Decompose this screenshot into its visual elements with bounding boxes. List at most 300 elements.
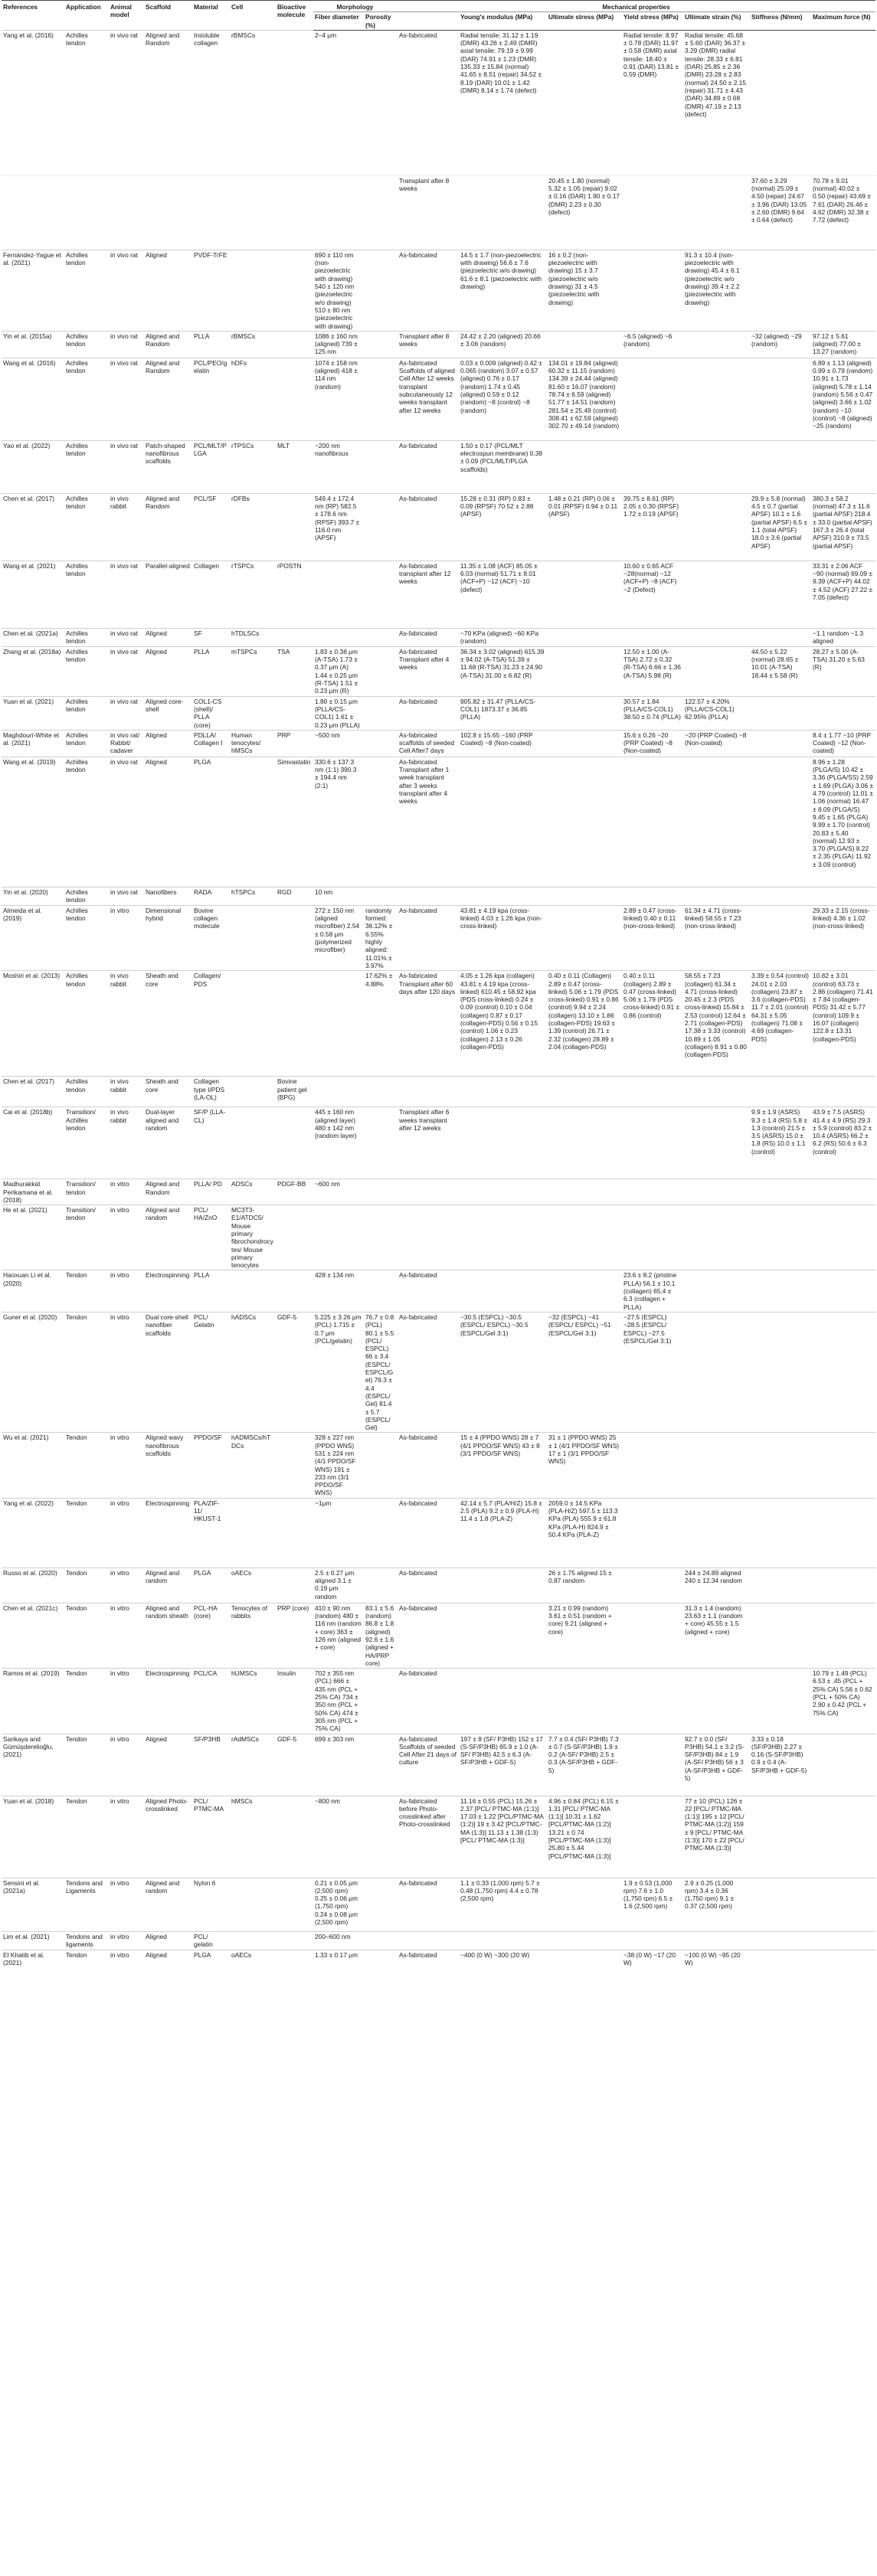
cell-yield-stress [622,1603,683,1668]
cell-stiffness [750,250,811,331]
cell-animal-model: in vitro [109,1205,144,1270]
cell-bioactive [276,331,313,358]
cell-stiffness [750,730,811,757]
cell-reference: Wang et al. (2021) [2,561,64,628]
cell-application: Transition/ tendon [64,1179,109,1205]
cell-reference: Russo et al. (2020) [2,1568,64,1603]
cell-ultimate-stress: ~32 (ESPCL) ~41 (ESPCL/ ESPCL) ~51 (ESPCL/Gel 3:1) [547,1312,622,1432]
cell-application: Achilles tendon [64,561,109,628]
cell-scaffold: Aligned and Random [144,30,192,175]
cell-animal-model: in vivo rat [109,757,144,887]
cell-maximum-force: 8.96 ± 1.28 (PLGA/S) 10.42 ± 3.36 (PLGA/SS) 2.59 ± 1.69 (PLGA) 3.06 ± 4.79 (control) 11.01 ± 1.06 (normal) 16.47 ± 8.09 (PLGA/S) 9.45 ± 1.65 (PLGA) 9.99 ± 1.70 (control) 20.83 ± 5.40 (normal) 12.93 ± 3.70 (PLGA/S) 8.22 ± 2.35 (PLGA) 11.92 ± 3.09 (control) [811,757,875,887]
cell-yield-stress: 39.75 ± 8.61 (RP) 2.05 ± 0.30 (RPSF) 1.72 ± 0.19 (APSF) [622,493,683,561]
cell-bioactive: RGD [276,887,313,905]
cell-cell-type: ADSCs [230,1179,276,1205]
cell-porosity [364,331,398,358]
header-ultimate-strain: Ultimate strain (%) [683,12,750,31]
cell-ultimate-strain: ~100 (0 W) ~95 (20 W) [683,1950,750,1970]
cell-ultimate-stress: 7.7 ± 0.4 (SF/ P3HB) 7.3 ± 0.7 (S-SF/P3HB) 1.9 ± 0.2 (A-SF/ P3HB) 2.5 ± 0.3 (A-SF/P3HB + GDF-5) [547,1734,622,1796]
cell-application: Achilles tendon [64,1077,109,1107]
header-maximum-force: Maximum force (N) [811,12,875,31]
cell-yield-stress [622,1796,683,1878]
table-row [2,730,875,757]
cell-stiffness [750,1433,811,1498]
cell-ultimate-stress: 31 ± 1 (PPDO WNS) 25 ± 1 (4/1 PPDO/SF WNS) 17 ± 1 (3/1 PPDO/SF WNS) [547,1433,622,1498]
cell-cell-type: rBMSCs [230,30,276,175]
table-row [2,1568,875,1603]
cell-fiber-diameter: 1.83 ± 0.38 μm (A-TSA) 1.73 ± 0.37 μm (A) 1.44 ± 0.25 μm (R-TSA) 1.51 ± 0.23 μm (R) [313,646,364,696]
cell-cell-type: hADSCs [230,1312,276,1432]
cell-reference: Guner et al. (2020) [2,1312,64,1432]
cell-fiber-diameter: 690 ± 110 nm (non-piezoelectric with drawing) 540 ± 120 nm (piezoelectric w/o drawing) 510 ± 80 nm (piezoelectric with drawing) [313,250,364,331]
cell-stiffness [750,1568,811,1603]
cell-animal-model: in vivo rat [109,331,144,358]
cell-animal-model: in vivo rat [109,646,144,696]
cell-maximum-force [811,1931,875,1950]
cell-youngs-modulus [459,1603,547,1668]
table-row [2,1312,875,1432]
cell-porosity [364,1107,398,1179]
cell-stiffness [750,1931,811,1950]
cell-stiffness: 44.50 ± 5.22 (normal) 28.65 ± 10.01 (A-TSA) 18.44 ± 5.58 (R) [750,646,811,696]
cell-fiber-diameter: 702 ± 355 nm (PCL) 666 ± 435 nm (PCL + 25% CA) 734 ± 350 nm (PCL + 50% CA) 474 ± 305 nm (PCL + 75% CA) [313,1669,364,1734]
cell-animal-model: in vitro [109,905,144,970]
cell-cell-type [230,971,276,1077]
cell-bioactive [276,1950,313,1970]
cell-animal-model: in vivo rabbit [109,971,144,1077]
cell-reference: Yao et al. (2022) [2,440,64,493]
cell-fiber-diameter: 1.80 ± 0.15 μm (PLLA/CS-COL1) 1.61 ± 0.23 μm (PLLA) [313,696,364,730]
cell-porosity [364,1878,398,1931]
cell-maximum-force [811,1077,875,1107]
cell-application: Achilles tendon [64,757,109,887]
cell-maximum-force: 380.3 ± 58.2 (normal) 47.3 ± 11.6 (partial APSF) 218.4 ± 33.0 (partial APSF) 167.3 ± 26.4 (total APSF) 310.9 ± 73.5 (partial APSF) [811,493,875,561]
cell-yield-stress [622,887,683,905]
cell-bioactive: GDF-5 [276,1734,313,1796]
cell-fiber-diameter: 5.225 ± 3.26 μm (PCL) 1.715 ± 0.7 μm (PCL/gelatin) [313,1312,364,1432]
cell-ultimate-stress: 4.96 ± 0.84 (PCL) 6.15 ± 1.31 [PCL/ PTMC-MA (1:1)] 10.31 ± 1.62 [PCL/PTMC-MA (1:2)] 13.21 ± 0.74 [PCL/PTMC-MA (1:3)] 25.80 ± 5.44 [PCL/PTMC-MA (1:3)] [547,1796,622,1878]
cell-ultimate-stress: 1.48 ± 0.21 (RP) 0.06 ± 0.01 (RPSF) 0.94 ± 0.11 (APSF) [547,493,622,561]
cell-youngs-modulus: 905.82 ± 31.47 (PLLA/CS-COL1) 1873.37 ± 36.85 (PLLA) [459,696,547,730]
cell-stiffness [750,1878,811,1931]
header-row-top [2,1,875,12]
cell-condition [398,1179,459,1205]
cell-condition: As-fabricated Scaffolds of seeded Cell After 21 days of culture [398,1734,459,1796]
cell-youngs-modulus [459,1669,547,1734]
cell-ultimate-strain [683,1669,750,1734]
cell-porosity [364,358,398,440]
cell-stiffness [750,757,811,887]
cell-application: Achilles tendon [64,30,109,175]
cell-bioactive [276,1568,313,1603]
cell-stiffness [750,1179,811,1205]
cell-ultimate-stress [547,1878,622,1931]
table-row [2,1796,875,1878]
cell-material: PCL/SF [192,493,230,561]
header-ultimate-stress: Ultimate stress (MPa) [547,12,622,31]
cell-scaffold: Aligned and Random [144,358,192,440]
cell-ultimate-strain [683,175,750,250]
cell-bioactive: MLT [276,440,313,493]
table-row [2,887,875,905]
cell-condition: As-fabricated transplant after 12 weeks [398,561,459,628]
cell-porosity [364,887,398,905]
cell-fiber-diameter [313,628,364,646]
cell-maximum-force: 70.78 ± 9.01 (normal) 40.02 ± 0.50 (repair) 43.69 ± 7.61 (DAR) 26.46 ± 4.62 (DMR) 32.38 ± 7.72 (defect) [811,175,875,250]
cell-reference: Yin et al. (2015a) [2,331,64,358]
header-references: References [2,1,64,31]
cell-material: COL1-CS (shell)/ PLLA (core) [192,696,230,730]
cell-ultimate-stress [547,1179,622,1205]
cell-maximum-force: 29.33 ± 2.15 (cross-linked) 4.36 ± 1.02 (non-cross-linked) [811,905,875,970]
cell-material: PLA/ZIF-11/ HKUST-1 [192,1498,230,1568]
cell-bioactive: Simvastatin [276,757,313,887]
cell-ultimate-stress [547,30,622,175]
table-row [2,493,875,561]
cell-cell-type [230,1878,276,1931]
cell-ultimate-strain [683,1270,750,1312]
cell-porosity [364,1077,398,1107]
cell-bioactive: GDF-5 [276,1312,313,1432]
cell-youngs-modulus [459,1931,547,1950]
cell-cell-type: rTPSCs [230,440,276,493]
cell-fiber-diameter [313,1205,364,1270]
cell-bioactive [276,1796,313,1878]
cell-ultimate-strain [683,1107,750,1179]
cell-yield-stress [622,1433,683,1498]
cell-porosity [364,1205,398,1270]
table-row [2,250,875,331]
cell-condition: As-fabricated Transplant after 60 days after 120 days [398,971,459,1077]
cell-porosity [364,1433,398,1498]
cell-bioactive: PRP [276,730,313,757]
cell-scaffold: Aligned [144,730,192,757]
table-row [2,971,875,1077]
cell-application: Achilles tendon [64,331,109,358]
cell-condition: As-fabricated [398,1603,459,1668]
cell-cell-type: oAECs [230,1568,276,1603]
header-fiber-diameter: Fiber diameter [313,12,364,31]
cell-stiffness [750,887,811,905]
cell-stiffness [750,1077,811,1107]
cell-stiffness [750,561,811,628]
cell-reference: Chen et al. (2017) [2,1077,64,1107]
table-row [2,696,875,730]
cell-maximum-force [811,1270,875,1312]
cell-material: PDLLA/ Collagen I [192,730,230,757]
cell-reference: Cai et al. (2018b) [2,1107,64,1179]
cell-porosity [364,1950,398,1970]
cell-material: PLLA/ PD [192,1179,230,1205]
cell-youngs-modulus: 1.1 ± 0.33 (1,000 rpm) 5.7 ± 0.48 (1,750 rpm) 4.4 ± 0.78 (2,500 rpm) [459,1878,547,1931]
cell-ultimate-strain: Radial tensile: 45.68 ± 5.60 (DAR) 36.37 ± 3.29 (DMR) radial tensile: 28.33 ± 6.81 (DAR) 25.85 ± 2.36 (DMR) 23.28 ± 2.83 (normal) 24.50 ± 2.15 (repair) 31.71 ± 4.43 (DAR) 34.89 ± 0.68 (DMR) 47.19 ± 2.13 (defect) [683,30,750,175]
cell-maximum-force [811,30,875,175]
cell-stiffness [750,628,811,646]
cell-ultimate-strain [683,628,750,646]
cell-ultimate-strain: 244 ± 24.89 aligned 240 ± 12.34 random [683,1568,750,1603]
cell-condition [398,1931,459,1950]
cell-condition: As-fabricated [398,1312,459,1432]
cell-reference: Chen et al. (2021a) [2,628,64,646]
cell-bioactive: rPOSTN [276,561,313,628]
cell-animal-model: in vitro [109,1433,144,1498]
header-youngs-modulus: Young's modulus (MPa) [459,12,547,31]
cell-application: Achilles tendon [64,971,109,1077]
cell-ultimate-strain [683,1931,750,1950]
cell-cell-type [230,1270,276,1312]
cell-condition: As-fabricated [398,628,459,646]
cell-scaffold: Parallel-aligned [144,561,192,628]
cell-youngs-modulus [459,757,547,887]
cell-animal-model: in vivo rat [109,250,144,331]
cell-material: PLLA [192,331,230,358]
table-row [2,561,875,628]
cell-ultimate-stress [547,440,622,493]
cell-bioactive [276,971,313,1077]
cell-yield-stress: ~27.5 (ESPCL) ~28.5 (ESPCL/ ESPCL) ~27.5 (ESPCL/Gel 3:1) [622,1312,683,1432]
cell-porosity: randomly formed: 36.12% ± 6.55% highly aligned: 11.01% ± 3.97% [364,905,398,970]
table-row [2,175,875,250]
cell-youngs-modulus: ~400 (0 W) ~300 (20 W) [459,1950,547,1970]
cell-ultimate-stress [547,561,622,628]
cell-stiffness [750,1669,811,1734]
cell-bioactive [276,905,313,970]
cell-reference: Chen et al. (2021c) [2,1603,64,1668]
cell-animal-model: in vivo rabbit [109,1107,144,1179]
cell-youngs-modulus: 1.50 ± 0.17 (PCL/MLT electrospun membrane) 0.38 ± 0.09 (PCL/MLT/PLGA scaffolds) [459,440,547,493]
cell-porosity [364,1498,398,1568]
cell-fiber-diameter: 1074 ± 158 nm (aligned) 418 ± 114 nm (random) [313,358,364,440]
cell-maximum-force: 8.4 ± 1.77 ~10 (PRP Coated) ~12 (Non-coated) [811,730,875,757]
cell-ultimate-stress [547,757,622,887]
cell-application: Achilles tendon [64,628,109,646]
cell-fiber-diameter: ~800 nm [313,1796,364,1878]
cell-ultimate-strain [683,493,750,561]
cell-ultimate-stress [547,696,622,730]
cell-cell-type: rTSPCs [230,561,276,628]
cell-application: Tendon [64,1498,109,1568]
cell-maximum-force [811,1568,875,1603]
cell-maximum-force [811,250,875,331]
table-row [2,628,875,646]
cell-ultimate-strain [683,1498,750,1568]
cell-ultimate-strain: 122.57 ± 4.20% (PLLA/CS-COL1) 62.95% (PLLA) [683,696,750,730]
cell-fiber-diameter: 1.33 ± 0.17 μm [313,1950,364,1970]
cell-animal-model: in vitro [109,1603,144,1668]
cell-fiber-diameter: 445 ± 160 nm (aligned layer) 480 ± 142 nm (random layer) [313,1107,364,1179]
cell-yield-stress [622,1669,683,1734]
cell-scaffold: Aligned wavy nanofibrous scaffolds [144,1433,192,1498]
cell-yield-stress [622,250,683,331]
cell-ultimate-strain [683,440,750,493]
cell-scaffold: Aligned core-shell [144,696,192,730]
cell-stiffness: ~32 (aligned) ~29 (random) [750,331,811,358]
cell-condition: As-fabricated [398,1878,459,1931]
cell-fiber-diameter [313,561,364,628]
cell-material: PLLA [192,646,230,696]
cell-condition: As-fabricated before Photo-crosslinked after Photo-crosslinked [398,1796,459,1878]
cell-material: PLGA [192,757,230,887]
table-row [2,1498,875,1568]
cell-condition: As-fabricated [398,1669,459,1734]
cell-condition: Transplant after 8 weeks [398,175,459,250]
cell-ultimate-strain [683,1433,750,1498]
cell-scaffold: Aligned [144,628,192,646]
cell-application: Achilles tendon [64,887,109,905]
cell-animal-model: in vivo rat [109,440,144,493]
cell-material: PCL-HA (core) [192,1603,230,1668]
cell-ultimate-stress: 2059.0 ± 14.5 KPa (PLA-H/Z) 597.5 ± 113.3 KPa (PLA) 555.9 ± 61.8 KPa (PLA-H) 824.9 ± 50.4 KPa (PLA-Z) [547,1498,622,1568]
cell-animal-model: in vivo rat [109,30,144,175]
cell-ultimate-stress [547,905,622,970]
cell-ultimate-stress [547,887,622,905]
cell-maximum-force: 10.82 ± 3.01 (control) 63.73 ± 2.86 (collagen) 71.41 ± 7.84 (collagen-PDS) 31.42 ± 5.77 (control) 109.9 ± 16.07 (collagen) 122.8 ± 13.31 (collagen-PDS) [811,971,875,1077]
cell-cell-type [230,757,276,887]
cell-yield-stress [622,1205,683,1270]
cell-bioactive [276,1270,313,1312]
cell-bioactive: PRP (core) [276,1603,313,1668]
cell-animal-model: in vitro [109,1878,144,1931]
header-bioactive: Bioactive molecule [276,1,313,31]
cell-cell-type: mTSPCs [230,646,276,696]
header-yield-stress: Yield stress (MPa) [622,12,683,31]
cell-condition: As-fabricated [398,1270,459,1312]
cell-application: Achilles tendon [64,358,109,440]
cell-reference: Yang et al. (2016) [2,30,64,175]
cell-bioactive: PDGF-BB [276,1179,313,1205]
cell-youngs-modulus [459,175,547,250]
cell-scaffold: Aligned and Random [144,1179,192,1205]
cell-fiber-diameter: 0.21 ± 0.05 μm (2,500 rpm) 0.25 ± 0.06 μm (1,750 rpm) 0.24 ± 0.08 μm (2,500 rpm) [313,1878,364,1931]
cell-condition: As-fabricated [398,1568,459,1603]
table-row [2,1734,875,1796]
cell-yield-stress: 1.9 ± 0.53 (1,000 rpm) 7.6 ± 1.0 (1,750 rpm) 6.5 ± 1.6 (2,500 rpm) [622,1878,683,1931]
cell-fiber-diameter [313,1077,364,1107]
cell-ultimate-stress [547,1931,622,1950]
cell-yield-stress [622,757,683,887]
cell-porosity [364,646,398,696]
cell-stiffness [750,1498,811,1568]
cell-cell-type: rDFBs [230,493,276,561]
cell-ultimate-strain [683,646,750,696]
cell-application [64,175,109,250]
table-row [2,30,875,175]
cell-ultimate-strain: ~20 (PRP Coated) ~8 (Non-coated) [683,730,750,757]
cell-ultimate-stress [547,1205,622,1270]
cell-condition: As-fabricated [398,493,459,561]
cell-stiffness: 9.9 ± 1.9 (ASRS) 9.3 ± 1.4 (RS) 5.8 ± 1.3 (control) 21.5 ± 3.5 (ASRS) 15.0 ± 1.8 (RS) 10.0 ± 1.1 (control) [750,1107,811,1179]
cell-ultimate-strain [683,757,750,887]
cell-scaffold: Aligned [144,1950,192,1970]
cell-porosity [364,493,398,561]
cell-reference: Sensini et al. (2021a) [2,1878,64,1931]
cell-material: PCL/ HA/ZnO [192,1205,230,1270]
cell-scaffold: Aligned [144,757,192,887]
cell-condition: Transplant after 6 weeks transplant after 12 weeks [398,1107,459,1179]
cell-youngs-modulus: 0.03 ± 0.009 (aligned) 0.42 ± 0.065 (random) 3.07 ± 0.57 (aligned) 0.76 ± 0.17 (random) 1.74 ± 0.45 (aligned) 0.59 ± 0.12 (random) ~8 (control) ~8 (random) [459,358,547,440]
header-condition [398,12,459,31]
cell-bioactive [276,1433,313,1498]
cell-condition: As-fabricated [398,1498,459,1568]
cell-reference: Fernández-Yague et al. (2021) [2,250,64,331]
cell-condition [398,887,459,905]
cell-ultimate-strain: 91.3 ± 10.4 (non-piezoelectric with drawing) 45.4 ± 6.1 (piezoelectric w/o drawing) 39.4 ± 2.2 (piezoelectric with drawing) [683,250,750,331]
cell-bioactive: Insulin [276,1669,313,1734]
cell-animal-model: in vitro [109,1669,144,1734]
table-row [2,440,875,493]
cell-material: PLLA [192,1270,230,1312]
cell-scaffold: Aligned and random [144,1878,192,1931]
cell-cell-type: hTSPCs [230,887,276,905]
cell-cell-type: Tenocytes of rabbits [230,1603,276,1668]
cell-animal-model: in vivo rat [109,887,144,905]
cell-animal-model: in vivo rat [109,561,144,628]
header-morphology: Morphology [313,1,398,12]
cell-youngs-modulus [459,1205,547,1270]
cell-yield-stress: 23.6 ± 8.2 (pristine PLLA) 56.1 ± 10.1 (collagen) 65.4 ± 6.3 (collagen + PLLA) [622,1270,683,1312]
cell-material: PPDO/SF [192,1433,230,1498]
cell-ultimate-strain [683,1312,750,1432]
table-row [2,757,875,887]
cell-scaffold [144,175,192,250]
cell-reference: El Khatib et al. (2021) [2,1950,64,1970]
cell-application: Tendon [64,1270,109,1312]
cell-fiber-diameter [313,175,364,250]
cell-application: Achilles tendon [64,440,109,493]
cell-stiffness: 3.39 ± 0.54 (control) 24.01 ± 2.03 (collagen) 23.87 ± 3.6 (collagen-PDS) 11.7 ± 2.01 (control) 64.31 ± 5.05 (collagen) 71.08 ± 4.69 (collagen-PDS) [750,971,811,1077]
cell-porosity [364,30,398,175]
table-row [2,1179,875,1205]
cell-scaffold: Aligned and random sheath [144,1603,192,1668]
cell-ultimate-stress [547,1107,622,1179]
cell-maximum-force: 43.9 ± 7.5 (ASRS) 41.4 ± 4.9 (RS) 29.3 ± 5.9 (control) 83.2 ± 10.4 (ASRS) 66.2 ± 6.2 (RS) 50.6 ± 6.3 (control) [811,1107,875,1179]
cell-maximum-force [811,887,875,905]
cell-ultimate-strain: 61.34 ± 4.71 (cross-linked) 58.55 ± 7.23 (non-cross-linked) [683,905,750,970]
cell-fiber-diameter: 1086 ± 160 nm (aligned) 739 ± 125 nm [313,331,364,358]
cell-reference: Yuan et al. (2021) [2,696,64,730]
cell-yield-stress: ~6.5 (aligned) ~6 (random) [622,331,683,358]
cell-yield-stress: ~38 (0 W) ~17 (20 W) [622,1950,683,1970]
cell-fiber-diameter: 10 nm [313,887,364,905]
cell-condition: As-fabricated [398,1433,459,1498]
cell-material: PCL/ PTMC-MA [192,1796,230,1878]
cell-cell-type [230,250,276,331]
cell-animal-model: in vivo rat/ Rabbit/ cadaver [109,730,144,757]
cell-youngs-modulus: 102.8 ± 15.65 ~160 (PRP Coated) ~8 (Non-coated) [459,730,547,757]
cell-animal-model: in vivo rat [109,696,144,730]
cell-reference: Chen et al. (2017) [2,493,64,561]
cell-application: Transition/ tendon [64,1205,109,1270]
cell-condition [398,1077,459,1107]
cell-reference: Wang et al. (2019) [2,757,64,887]
cell-stiffness: 29.9 ± 5.8 (normal) 4.5 ± 0.7 (partial APSF) 10.1 ± 1.6 (partial APSF) 6.5 ± 1.1 (total APSF) 18.0 ± 3.6 (partial APSF) [750,493,811,561]
cell-condition: As-fabricated [398,440,459,493]
cell-reference [2,175,64,250]
cell-youngs-modulus [459,1107,547,1179]
cell-animal-model: in vivo rabbit [109,1077,144,1107]
cell-stiffness [750,1270,811,1312]
cell-yield-stress: 15.6 ± 0.26 ~20 (PRP Coated) ~8 (Non-coated) [622,730,683,757]
table-row [2,1603,875,1668]
cell-youngs-modulus: ~30.5 (ESPCL) ~30.5 (ESPCL/ ESPCL) ~30.5 (ESPCL/Gel 3:1) [459,1312,547,1432]
cell-material: Collagen [192,561,230,628]
table-row [2,1931,875,1950]
cell-yield-stress: 10.60 ± 0.65 ACF ~28(normal) ~12 (ACF+P) ~8 (ACF) ~2 (Defect) [622,561,683,628]
cell-condition: As-fabricated [398,696,459,730]
cell-material: PCL/ gelatin [192,1931,230,1950]
cell-reference: Zhang et al. (2018a) [2,646,64,696]
cell-porosity [364,1931,398,1950]
